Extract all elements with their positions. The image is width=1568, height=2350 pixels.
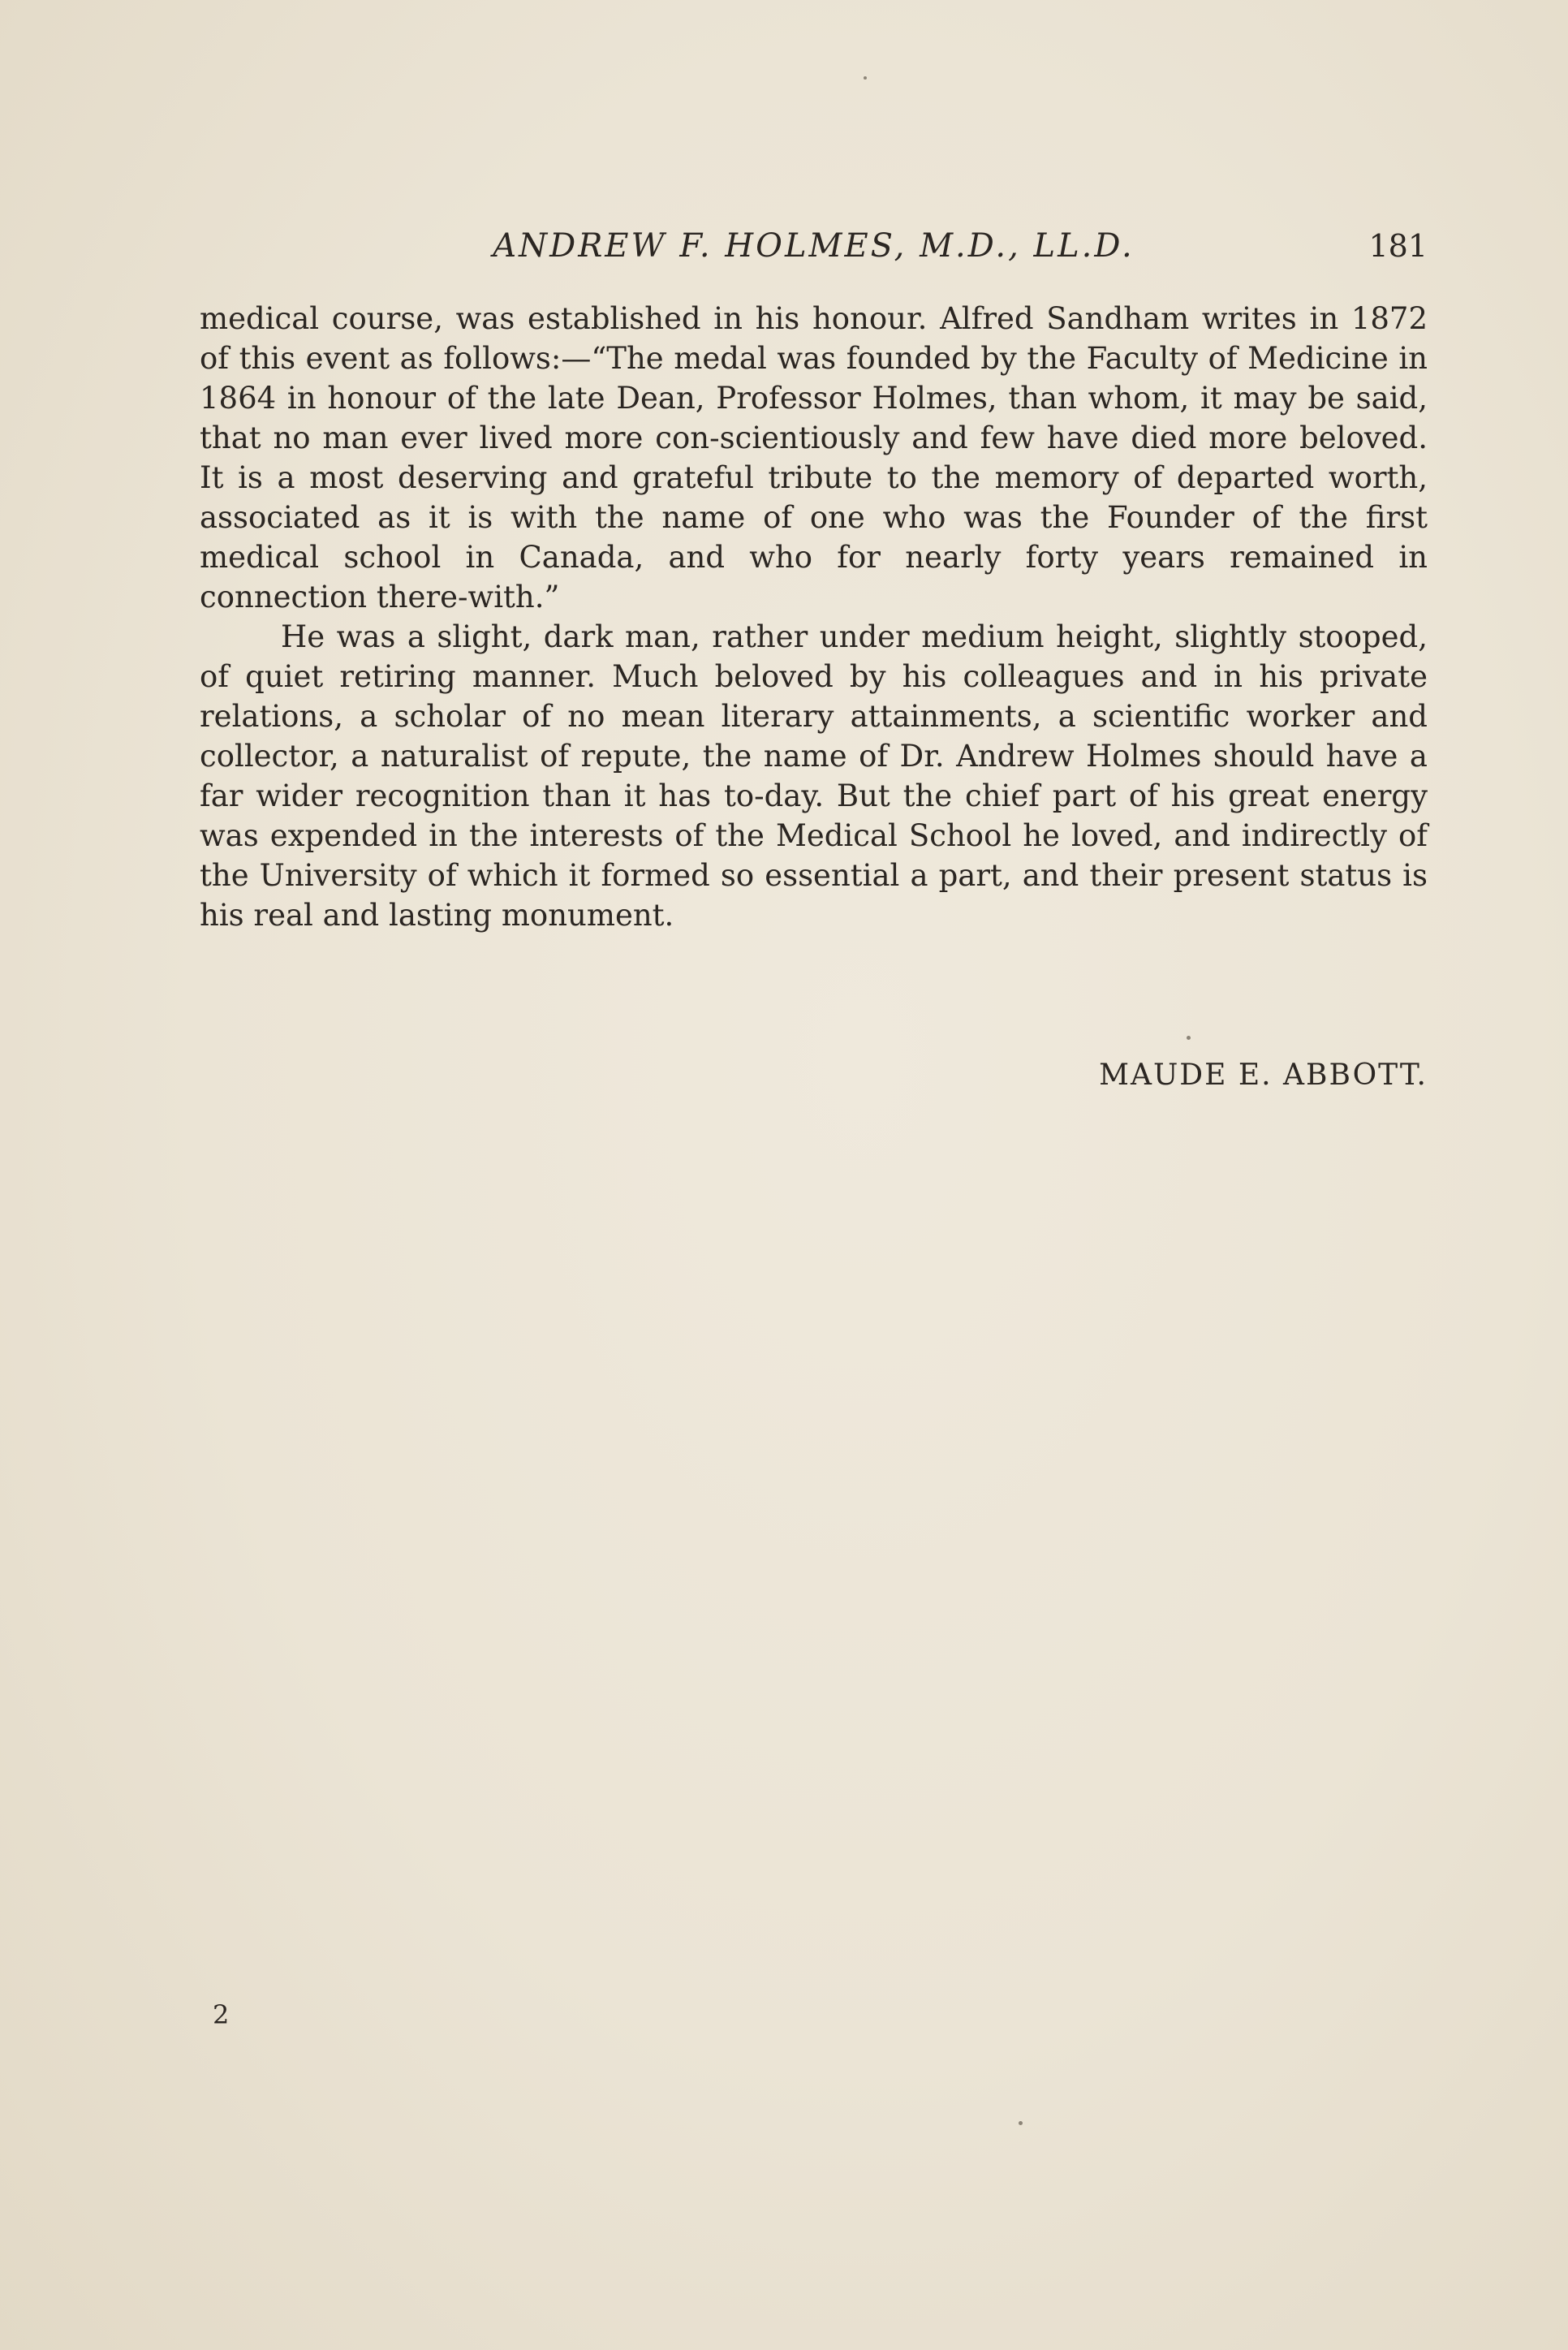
page-header bbox=[200, 222, 1428, 270]
paragraph-continued: medical course, was established in his honour. Alfred Sandham writes in 1872 of this event as follows:—“The medal was founded by the Faculty of Medicine in 1864 in honour of the late Dean, Professor Holmes, than whom, it may be said, that no man ever lived more con-scientiously and few have died more beloved. It is a most deserving and grateful tribute to the memory of departed worth, associated as it is with the name of one who was the Founder of the first medical school in Canada, and who for nearly forty years remained in connection there-with.” bbox=[200, 301, 1428, 614]
paper-speck bbox=[864, 76, 867, 80]
body-text bbox=[200, 299, 1428, 935]
page-number: 181 bbox=[1368, 228, 1428, 264]
paper-speck bbox=[1019, 2121, 1023, 2125]
running-title: ANDREW F. HOLMES, M.D., LL.D. bbox=[493, 227, 1135, 265]
paper-speck bbox=[1187, 1036, 1191, 1040]
signature-mark: 2 bbox=[213, 1999, 230, 2030]
author-signature: MAUDE E. ABBOTT. bbox=[1099, 1059, 1428, 1092]
paragraph-description: He was a slight, dark man, rather under medium height, slightly stooped, of quiet retiring manner. Much beloved by his colleagues and in his private relations, a scholar of no mean literary attainments, a scientific worker and collector, a naturalist of repute, the name of Dr. Andrew Holmes should have a far wider recognition than it has to-day. But the chief part of his great energy was expended in the interests of the Medical School he loved, and indirectly of the University of which it formed so essential a part, and their present status is his real and lasting monument. bbox=[200, 619, 1428, 933]
